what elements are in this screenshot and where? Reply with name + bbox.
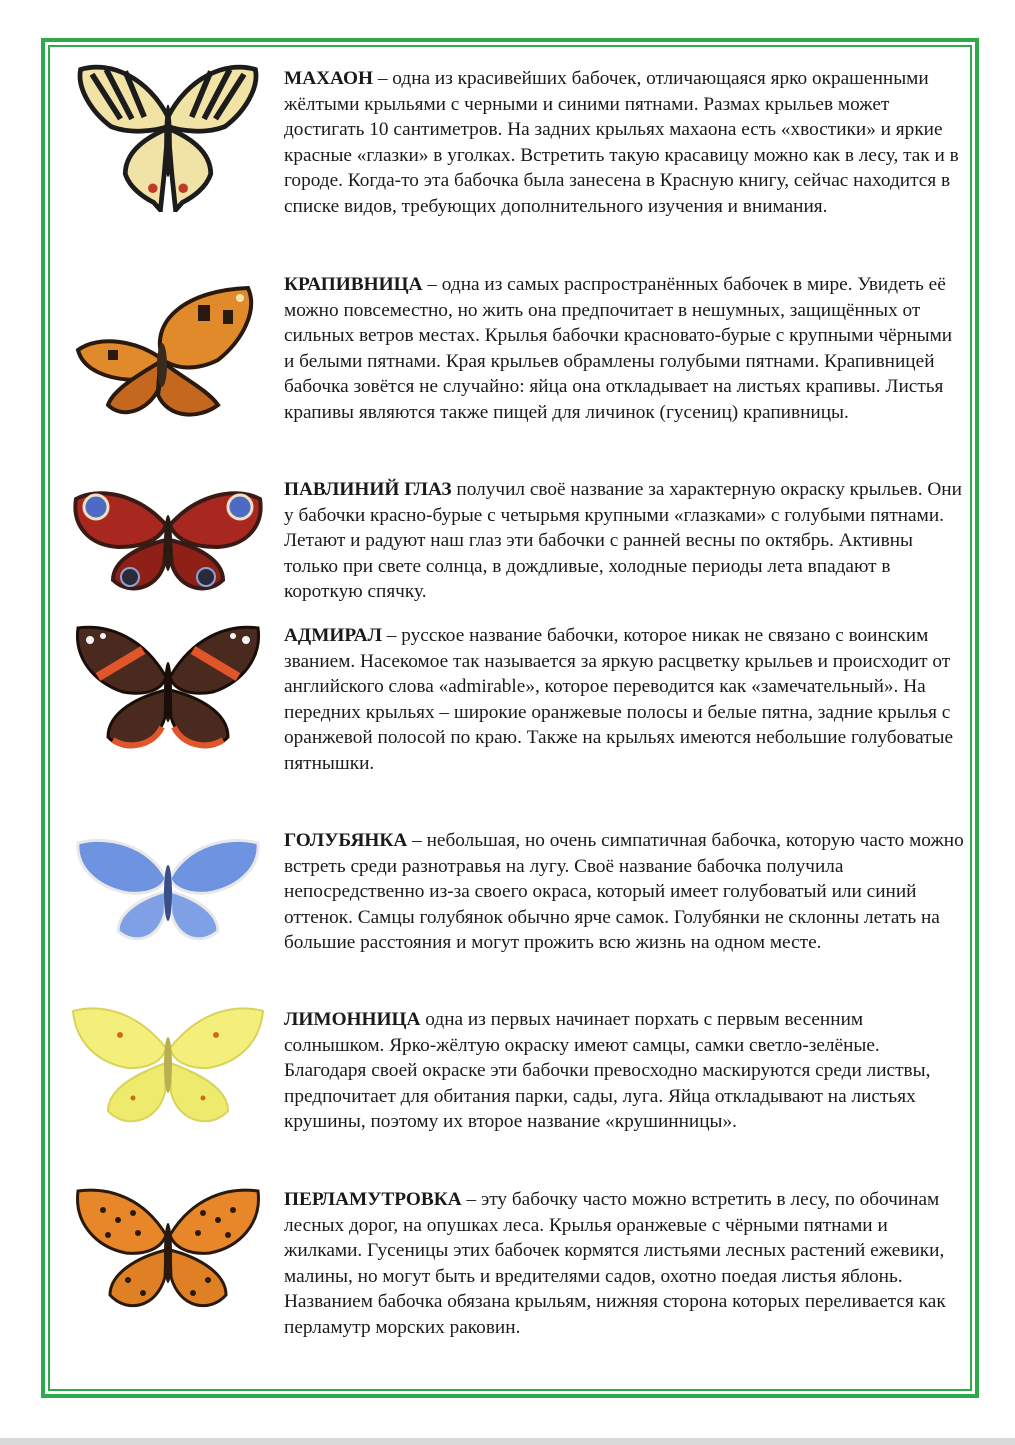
butterfly-perlamutrovka-image xyxy=(68,1185,268,1317)
perlamutrovka-title: ПЕРЛАМУТРОВКА xyxy=(284,1189,462,1210)
limonnitsa-title: ЛИМОННИЦА xyxy=(284,1009,421,1030)
frame-inner xyxy=(48,45,972,1391)
krapivnitsa-text: – одна из самых распространённых бабочек в мире. Увидеть её можно повсеместно, но жить она предпочитает в нешумных, защищённых от сильных ветров местах. Крылья бабочки красновато-бурые с крупными чёрными и белыми пятнами. Края крыльев обрамлены голубыми пятнами. Крапивницей бабочка зовётся не случайно: яйца она откладывает на листьях крапивы. Листья крапивы являются также пищей для личинок (гусениц) крапивницы. xyxy=(284,274,953,423)
makhaon-text: – одна из красивейших бабочек, отличающаяся ярко окрашенными жёлтыми крыльями с черными и синими пятнами. Размах крыльев может достигать 10 сантиметров. На задних крыльях махаона есть «хвостики» и яркие красные «глазки» в уголках. Встретить такую красавицу можно как в лесу, так и в городе. Когда-то эта бабочка была занесена в Красную книгу, сейчас находится в списке видов, требующих дополнительного изучения и внимания. xyxy=(284,68,959,217)
fritillary-butterfly-icon xyxy=(68,1185,268,1317)
butterfly-limonnitsa-image xyxy=(68,1003,268,1131)
swallowtail-butterfly-icon xyxy=(68,60,268,212)
makhaon-title: МАХАОН xyxy=(284,68,374,89)
perlamutrovka-text: – эту бабочку часто можно встретить в лесу, по обочинам лесных дорог, на опушках леса. Крылья оранжевые с чёрными пятнами и жилками. Гусеницы этих бабочек кормятся листьями лесных растений ежевики, малины, но могут быть и вредителями садов, охотно поедая листья яблонь. Названием бабочка обязана крыльям, нижняя сторона которых переливается как перламутр морских раковин. xyxy=(284,1189,946,1338)
blue-butterfly-icon xyxy=(68,833,268,951)
admiral-description xyxy=(284,623,964,776)
butterfly-admiral-image xyxy=(68,622,268,757)
krapivnitsa-description xyxy=(284,272,964,425)
tortoiseshell-butterfly-icon xyxy=(68,280,268,430)
page-edge xyxy=(0,1438,1015,1445)
krapivnitsa-title: КРАПИВНИЦА xyxy=(284,274,423,295)
admiral-text: – русское название бабочки, которое никак не связано с воинским званием. Насекомое так называется за яркую расцветку крыльев и происходит от английского слова «admirable», которое переводится как «замечательный». На передних крыльях – широкие оранжевые полосы и белые пятна, задние крылья с оранжевой полосой по краю. Также на крыльях имеются небольшие голубоватые пятнышки. xyxy=(284,625,954,774)
butterfly-golubyanka-image xyxy=(68,833,268,951)
butterfly-krapivnitsa-image xyxy=(68,280,268,430)
limonnitsa-text: одна из первых начинает порхать с первым весенним солнышком. Ярко-жёлтую окраску имеют самцы, самки светло-зелёные. Благодаря своей окраске эти бабочки превосходно маскируются среди листвы, предпочитает для обитания парки, сады, луга. Яйца откладывают на листьях крушины, поэтому их второе название «крушинницы». xyxy=(284,1009,931,1132)
makhaon-description xyxy=(284,66,964,219)
brimstone-butterfly-icon xyxy=(68,1003,268,1131)
golubyanka-text: – небольшая, но очень симпатичная бабочка, которую часто можно встреть среди разнотравья на лугу. Своё название бабочка получила непосредственно из-за своего окраса, который имеет голубоватый или синий оттенок. Самцы голубянок обычно ярче самок. Голубянки не склонны летать на большие расстояния и могут прожить всю жизнь на одном месте. xyxy=(284,830,964,953)
limonnitsa-description xyxy=(284,1007,964,1135)
pavlin-description xyxy=(284,477,964,605)
red-admiral-butterfly-icon xyxy=(68,622,268,757)
perlamutrovka-description xyxy=(284,1187,964,1340)
green-frame xyxy=(41,38,979,1398)
butterfly-makhaon-image xyxy=(68,60,268,212)
pavlin-text: получил своё название за характерную окраску крыльев. Они у бабочки красно-бурые с четырьмя крупными «глазками» с голубыми пятнами. Летают и радуют наш глаз эти бабочки с ранней весны по октябрь. Активны только при свете солнца, в дождливые, холодные периоды лета впадают в короткую спячку. xyxy=(284,479,962,602)
admiral-title: АДМИРАЛ xyxy=(284,625,382,646)
golubyanka-description xyxy=(284,828,964,956)
butterfly-pavlin-image xyxy=(68,485,268,597)
golubyanka-title: ГОЛУБЯНКА xyxy=(284,830,408,851)
pavlin-title: ПАВЛИНИЙ ГЛАЗ xyxy=(284,479,452,500)
peacock-butterfly-icon xyxy=(68,485,268,597)
